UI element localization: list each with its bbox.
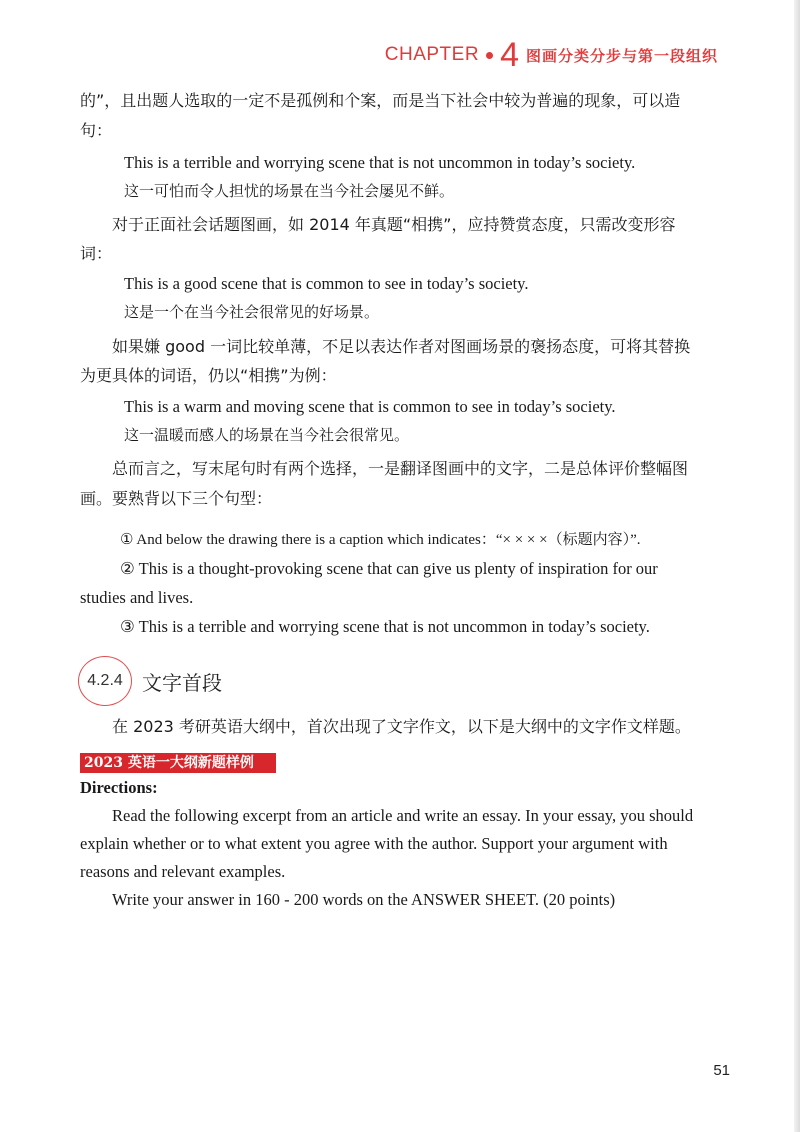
body-line: 句： bbox=[80, 121, 113, 140]
sentence-pattern-1: ① And below the drawing there is a caption which indicates：“× × × ×（标题内容）”. bbox=[120, 532, 641, 548]
sentence-pattern-2: ② This is a thought-provoking scene that can give us plenty of inspiration for our bbox=[120, 559, 658, 578]
sentence-pattern-2-cont: studies and lives. bbox=[80, 588, 194, 607]
body-line: 词： bbox=[80, 244, 113, 263]
chapter-header bbox=[385, 38, 718, 72]
page-number: 51 bbox=[713, 1062, 730, 1079]
chapter-number: 4 bbox=[500, 36, 519, 74]
page-edge bbox=[794, 0, 800, 1132]
section-number-badge: 4.2.4 bbox=[78, 656, 132, 706]
chapter-dot-icon bbox=[486, 52, 493, 59]
section-intro: 在 2023 考研英语大纲中，首次出现了文字作文，以下是大纲中的文字作文样题。 bbox=[112, 717, 691, 736]
chapter-title: 图画分类分步与第一段组织 bbox=[525, 46, 718, 65]
section-heading bbox=[78, 656, 222, 706]
directions-label: Directions: bbox=[80, 778, 158, 797]
example-en: This is a terrible and worrying scene that is not uncommon in today’s society. bbox=[124, 153, 636, 172]
directions-line: Read the following excerpt from an article and write an essay. In your essay, you should bbox=[112, 806, 694, 825]
example-cn: 这一温暖而感人的场景在当今社会很常见。 bbox=[124, 426, 410, 444]
sample-tag: 2023 英语一大纲新题样例 bbox=[80, 753, 276, 773]
body-line: 的”，且出题人选取的一定不是孤例和个案，而是当下社会中较为普遍的现象，可以造 bbox=[80, 91, 681, 110]
body-line: 对于正面社会话题图画，如 2014 年真题“相携”，应持赞赏态度，只需改变形容 bbox=[112, 215, 676, 234]
section-title: 文字首段 bbox=[142, 670, 222, 695]
body-line: 画。要熟背以下三个句型： bbox=[80, 489, 273, 508]
directions-line: explain whether or to what extent you agree with the author. Support your argument with bbox=[80, 834, 668, 853]
example-en: This is a good scene that is common to see in today’s society. bbox=[124, 274, 529, 293]
body-line: 总而言之，写末尾句时有两个选择，一是翻译图画中的文字，二是总体评价整幅图 bbox=[112, 459, 689, 478]
example-cn: 这是一个在当今社会很常见的好场景。 bbox=[124, 303, 380, 321]
body-line: 为更具体的词语，仍以“相携”为例： bbox=[80, 366, 337, 385]
body-line: 如果嫌 good 一词比较单薄，不足以表达作者对图画场景的褒扬态度，可将其替换 bbox=[112, 337, 691, 356]
sentence-pattern-3: ③ This is a terrible and worrying scene that is not uncommon in today’s society. bbox=[120, 617, 650, 636]
example-en: This is a warm and moving scene that is common to see in today’s society. bbox=[124, 397, 616, 416]
directions-line: reasons and relevant examples. bbox=[80, 862, 286, 881]
example-cn: 这一可怕而令人担忧的场景在当今社会屡见不鲜。 bbox=[124, 182, 455, 200]
chapter-label: CHAPTER bbox=[384, 44, 480, 65]
directions-line: Write your answer in 160 - 200 words on the ANSWER SHEET. (20 points) bbox=[112, 890, 616, 909]
